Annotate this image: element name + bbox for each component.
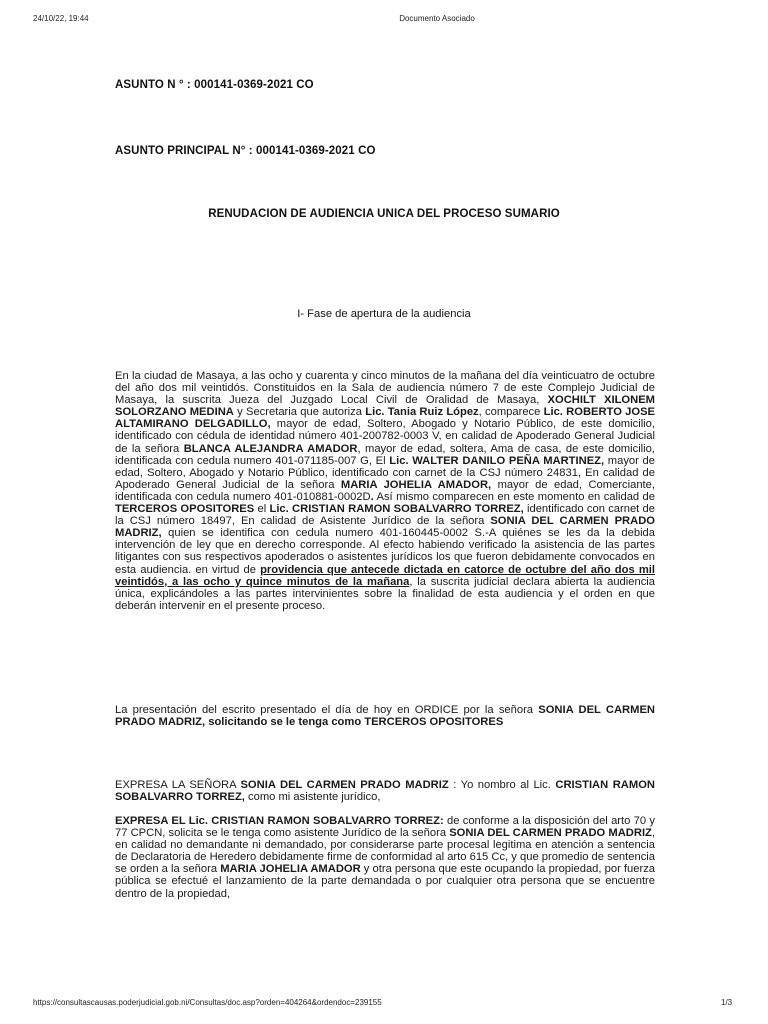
attorney-name: Lic. ROBERTO JOSE ALTAMIRANO DELGADILLO, [115, 406, 656, 431]
text-run: quien se identifica con cedula numero 401-160445-0002 S.-A quiénes se les da la debida intervención de ley que en derecho corresponde. Al efecto habiendo verificado la asistencia de las partes litigantes con sus respectivos apoderados o asistentes jurídicos los que fueron debidamente convocados en esta audiencia. en virtud de [115, 527, 655, 576]
section-heading: I- Fase de apertura de la audiencia [297, 308, 471, 320]
role-label: TERCEROS OPOSITORES [115, 503, 255, 516]
party-name: MARIA JOHELIA AMADOR, [340, 478, 492, 491]
text-run: de conforme a la disposición del arto 70 y 77 CPCN, solicita se le tenga como asistente Jurídico de la señora [115, 815, 655, 840]
text-run: , mayor de edad, soltera, Ama de casa, de este domicilio, identificada con cedula numero 401-071185-007 G, El [115, 442, 655, 467]
print-title: Documento Asociado [399, 14, 475, 23]
text-run: , la suscrita judicial declara abierta la audiencia única, explicándoles a las partes intervinientes sobre la finalidad de esta audiencia y el orden en que deberán intervenir en el presente proceso. [115, 575, 655, 612]
party-request: SONIA DEL CARMEN PRADO MADRIZ, solicitando se le tenga como TERCEROS OPOSITORES [115, 704, 655, 729]
text-run: el [254, 503, 270, 516]
attorney-name: Lic. WALTER DANILO PEÑA MARTINEZ, [389, 454, 605, 467]
print-datetime: 24/10/22, 19:44 [33, 14, 89, 23]
print-url: https://consultascausas.poderjudicial.gob.ni/Consultas/doc.asp?orden=404264&ordendoc=239155 [33, 998, 382, 1007]
party-name: MARIA JOHELIA AMADOR [220, 863, 361, 876]
text-run: y Secretaria que autoriza [233, 406, 366, 419]
text-run: mayor de edad, Soltero, Abogado y Notario Público, identificado con carnet de la CSJ número 24831, En calidad de Apoderado General Judicial de la señora [115, 454, 655, 491]
secretary-name: Lic. Tania Ruiz López [365, 406, 479, 419]
text-run: En la ciudad de Masaya, a las ocho y cuarenta y cinco minutos de la mañana del día veinticuatro de octubre del año dos mil veintidós. Constituidos en la Sala de audiencia número 7 de este Complejo Judicial de Masaya, la suscrita Jueza del Juzgado Local Civil de Oralidad de Masaya, [115, 370, 655, 407]
paragraph-presentation [115, 704, 655, 728]
attorney-name: CRISTIAN RAMON SOBALVARRO TORREZ, [115, 779, 655, 804]
paragraph-expresa-lic [115, 815, 655, 900]
text-run: mayor de edad, Soltero, Abogado y Notario Público, de este domicilio, identificado con cédula de identidad número 401-200782-0003 V, en calidad de Apoderado General Judicial de la señora [115, 418, 655, 455]
text-run: mayor de edad, Comerciante, identificada con cedula numero 401-010881-0002D [115, 478, 655, 503]
text-run: como mi asistente jurídico, [244, 791, 381, 804]
text-run: Así mismo comparecen en este momento en calidad de [373, 490, 655, 503]
print-page-number: 1/3 [721, 998, 733, 1007]
text-run: EXPRESA LA SEÑORA [115, 779, 241, 791]
asunto-number: ASUNTO N ° : 000141-0369-2021 CO [115, 79, 314, 91]
party-name: SONIA DEL CARMEN PRADO MADRIZ [240, 779, 449, 791]
party-name: SONIA DEL CARMEN PRADO MADRIZ [449, 827, 652, 840]
attorney-name: Lic. CRISTIAN RAMON SOBALVARRO TORREZ, [269, 503, 524, 516]
providencia-reference: providencia que antecede dictada en catorce de octubre del año dos mil veintidós, a las ocho y quince minutos de la mañana [115, 563, 656, 588]
paragraph-expresa-senora [115, 779, 655, 803]
text-run: : Yo nombro al Lic. [448, 779, 556, 791]
text-run: , en calidad no demandante ni demandado, por considerarse parte procesal legitima en atención a sentencia de Declaratoria de Heredero debidamente firme de conformidad al arto 615 Cc, y que promedio de sentencia se orden a la señora [115, 827, 655, 876]
party-name: SONIA DEL CARMEN PRADO MADRIZ, [115, 515, 655, 540]
document-title: RENUDACION DE AUDIENCIA UNICA DEL PROCESO SUMARIO [208, 208, 560, 220]
speaker-label: EXPRESA EL Lic. CRISTIAN RAMON SOBALVARRO TORREZ: [115, 815, 444, 827]
text-run: , comparece [478, 406, 544, 419]
text-run: identificado con carnet de la CSJ número 18497, En calidad de Asistente Jurídico de la señora [115, 503, 655, 528]
text-run: . [370, 490, 374, 503]
paragraph-opening [115, 370, 655, 612]
text-run: La presentación del escrito presentado el día de hoy en ORDICE por la señora [115, 704, 539, 716]
text-run: y otra persona que este ocupando la propiedad, por fuerza pública se efectué el lanzamiento de la parte demandada o por cualquier otra persona que se encuentre dentro de la propiedad, [115, 863, 656, 900]
asunto-principal-number: ASUNTO PRINCIPAL N° : 000141-0369-2021 CO [115, 145, 376, 157]
party-name: BLANCA ALEJANDRA AMADOR [183, 442, 358, 455]
judge-name: XOCHILT XILONEM SOLORZANO MEDINA [115, 394, 655, 419]
